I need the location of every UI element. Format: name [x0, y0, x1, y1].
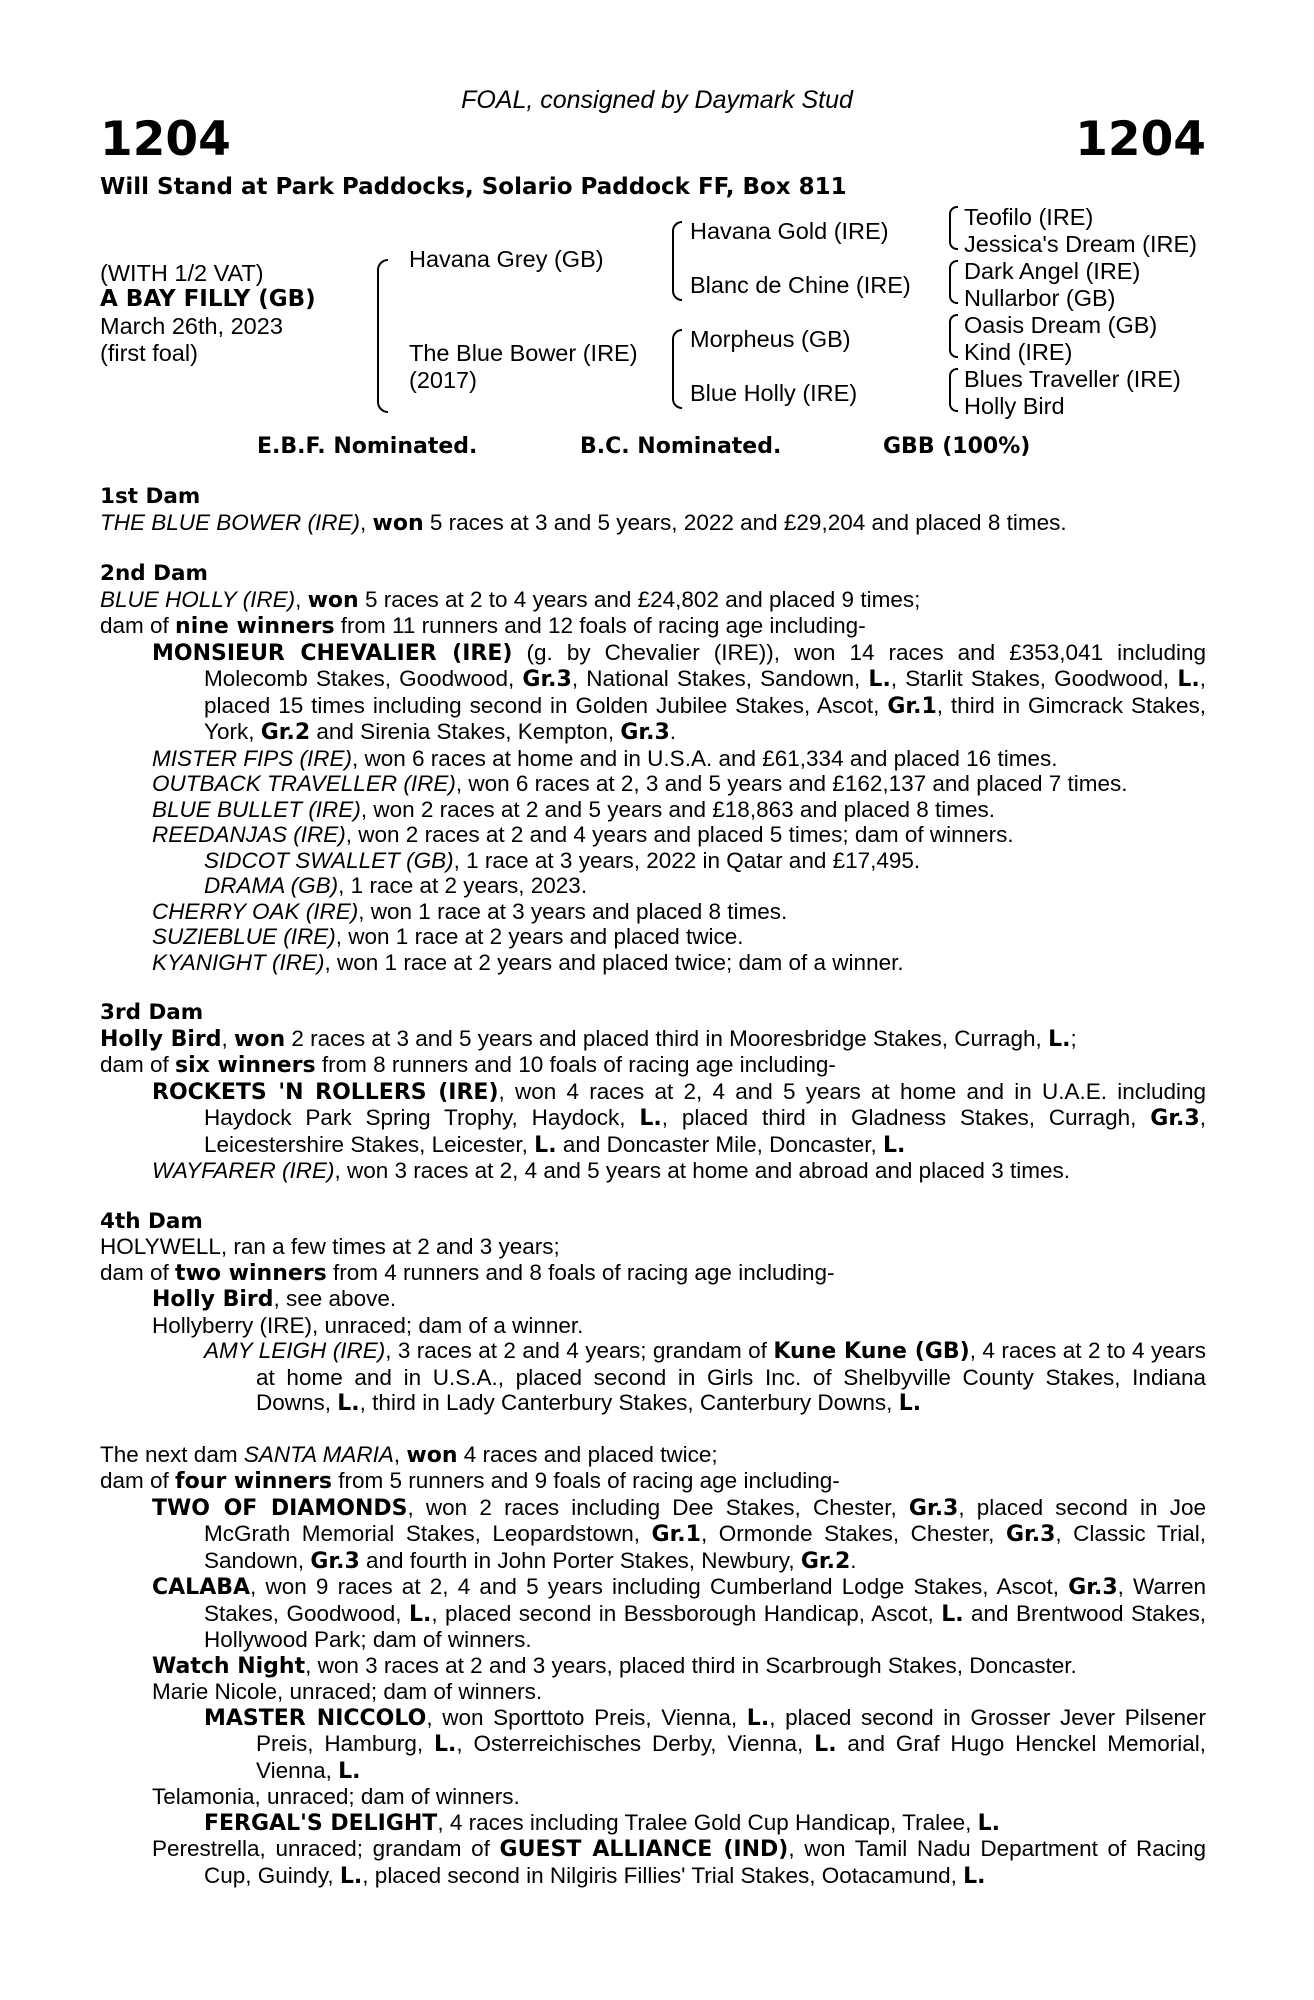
pedigree-brace: [672, 329, 682, 409]
produce-entry: Hollyberry (IRE), unraced; dam of a winner.: [152, 1312, 584, 1338]
produce-entry: Watch Night, won 3 races at 2 and 3 years, placed third in Scarbrough Stakes, Doncaster.: [152, 1652, 1077, 1679]
pedigree-brace: [377, 259, 388, 413]
next-dam-entry: The next dam SANTA MARIA, won 4 races and placed twice;: [100, 1441, 718, 1468]
bc-nomination: B.C. Nominated.: [580, 434, 782, 459]
grandproduce-entry: MASTER NICCOLO, won Sporttoto Preis, Vienna, L., placed second in Grosser Jever Pilsener Preis, Hamburg, L., Osterreichisches Derby, Vienna, L. and Graf Hugo Henckel Memorial, Vienna, L.: [204, 1704, 1206, 1784]
foaling-date: March 26th, 2023: [100, 313, 283, 339]
ancestor-4: Nullarbor (GB): [964, 285, 1116, 311]
first-dam-name: THE BLUE BOWER (IRE): [100, 509, 361, 535]
first-dam-entry: THE BLUE BOWER (IRE), won 5 races at 3 and 5 years, 2022 and £29,204 and placed 8 times.: [100, 509, 1067, 536]
dam-year: (2017): [409, 367, 477, 393]
ancestor-1: Teofilo (IRE): [964, 204, 1094, 230]
produce-entry: CHERRY OAK (IRE), won 1 race at 3 years and placed 8 times.: [152, 898, 788, 924]
dam-name: The Blue Bower (IRE): [409, 340, 638, 366]
ancestor-2: Jessica's Dream (IRE): [964, 231, 1197, 257]
gbb-status: GBB (100%): [883, 434, 1031, 459]
pedigree-brace: [672, 221, 682, 301]
grandproduce-entry: AMY LEIGH (IRE), 3 races at 2 and 4 years; grandam of Kune Kune (GB), 4 races at 2 to 4 years at home and in U.S.A., placed second in Girls Inc. of Shelbyville County Stakes, Indiana Downs, L., third in Lady Canterbury Stakes, Canterbury Downs, L.: [204, 1338, 1207, 1416]
produce-entry: BLUE BULLET (IRE), won 2 races at 2 and 5 years and £18,863 and placed 8 times.: [152, 796, 995, 822]
produce-entry: Marie Nicole, unraced; dam of winners.: [152, 1679, 543, 1704]
foal-note: (first foal): [100, 340, 198, 366]
second-dam-heading: 2nd Dam: [100, 561, 208, 586]
first-dam-heading: 1st Dam: [100, 484, 201, 509]
produce-entry: Holly Bird, see above.: [152, 1286, 397, 1312]
ancestor-8: Holly Bird: [964, 393, 1065, 419]
pedigree-brace: [949, 314, 958, 358]
fourth-dam-heading: 4th Dam: [100, 1208, 203, 1234]
produce-entry: WAYFARER (IRE), won 3 races at 2, 4 and 5 years at home and abroad and placed 3 times.: [152, 1158, 1070, 1183]
third-dam-produce-summary: dam of six winners from 8 runners and 10 foals of racing age including-: [100, 1052, 836, 1078]
grandproduce-entry: FERGAL'S DELIGHT, 4 races including Tralee Gold Cup Handicap, Tralee, L.: [204, 1809, 1000, 1836]
fourth-dam-produce-summary: dam of two winners from 4 runners and 8 foals of racing age including-: [100, 1259, 835, 1286]
granddam-dam-side: Blue Holly (IRE): [690, 380, 858, 406]
ancestor-7: Blues Traveller (IRE): [964, 366, 1181, 392]
sire-name: Havana Grey (GB): [409, 246, 604, 272]
grandsire-sire: Havana Gold (IRE): [690, 218, 889, 244]
produce-entry: MONSIEUR CHEVALIER (IRE) (g. by Chevalier (IRE)), won 14 races and £353,041 including Molecomb Stakes, Goodwood, Gr.3, National Stakes, Sandown, L., Starlit Stakes, Goodwood, L., placed 15 times including second in Golden Jubilee Stakes, Ascot, Gr.1, third in Gimcrack Stakes, York, Gr.2 and Sirenia Stakes, Kempton, Gr.3.: [152, 639, 1207, 745]
vat-note: (WITH 1/2 VAT): [100, 260, 264, 286]
produce-entry: REEDANJAS (IRE), won 2 races at 2 and 4 years and placed 5 times; dam of winners.: [152, 822, 1014, 847]
pedigree-brace: [949, 368, 958, 412]
produce-entry: OUTBACK TRAVELLER (IRE), won 6 races at 2, 3 and 5 years and £162,137 and placed 7 times.: [152, 771, 1128, 796]
third-dam-heading: 3rd Dam: [100, 1000, 204, 1025]
fourth-dam-entry: HOLYWELL, ran a few times at 2 and 3 years;: [100, 1234, 560, 1259]
lot-number-right: 1204: [1075, 112, 1206, 167]
lot-number-left: 1204: [100, 112, 231, 167]
produce-entry: Telamonia, unraced; dam of winners.: [152, 1784, 520, 1809]
produce-entry: CALABA, won 9 races at 2, 4 and 5 years including Cumberland Lodge Stakes, Ascot, Gr.3, Warren Stakes, Goodwood, L., placed second in Bessborough Handicap, Ascot, L. and Brentwood Stakes, Hollywood Park; dam of winners.: [152, 1574, 1207, 1652]
stand-location: Will Stand at Park Paddocks, Solario Paddock FF, Box 811: [100, 174, 847, 200]
grandproduce-entry: DRAMA (GB), 1 race at 2 years, 2023.: [204, 873, 588, 898]
catalogue-content: [100, 484, 1206, 1889]
consignor-line: FOAL, consigned by Daymark Stud: [461, 86, 853, 114]
second-dam-produce-summary: dam of nine winners from 11 runners and 12 foals of racing age including-: [100, 613, 866, 639]
pedigree-brace: [949, 260, 958, 304]
granddam-sire-side: Blanc de Chine (IRE): [690, 272, 911, 298]
lot-title: A BAY FILLY (GB): [100, 286, 316, 312]
pedigree-brace: [949, 206, 958, 250]
ancestor-3: Dark Angel (IRE): [964, 258, 1141, 284]
produce-entry: ROCKETS 'N ROLLERS (IRE), won 4 races at 2, 4 and 5 years at home and in U.A.E. including Haydock Park Spring Trophy, Haydock, L., placed third in Gladness Stakes, Curragh, Gr.3, Leicestershire Stakes, Leicester, L. and Doncaster Mile, Doncaster, L.: [152, 1078, 1207, 1158]
third-dam-entry: Holly Bird, won 2 races at 3 and 5 years and placed third in Mooresbridge Stakes, Curragh, L.;: [100, 1025, 1077, 1052]
ancestor-5: Oasis Dream (GB): [964, 312, 1158, 338]
produce-entry: SUZIEBLUE (IRE), won 1 race at 2 years and placed twice.: [152, 924, 744, 949]
produce-entry: KYANIGHT (IRE), won 1 race at 2 years and placed twice; dam of a winner.: [152, 949, 904, 975]
produce-entry: MISTER FIPS (IRE), won 6 races at home and in U.S.A. and £61,334 and placed 16 times.: [152, 745, 1058, 771]
second-dam-entry: BLUE HOLLY (IRE), won 5 races at 2 to 4 years and £24,802 and placed 9 times;: [100, 586, 921, 613]
grandproduce-entry: SIDCOT SWALLET (GB), 1 race at 3 years, 2022 in Qatar and £17,495.: [204, 847, 921, 873]
produce-entry: Perestrella, unraced; grandam of GUEST ALLIANCE (IND), won Tamil Nadu Department of Racing Cup, Guindy, L., placed second in Nilgiris Fillies' Trial Stakes, Ootacamund, L.: [152, 1836, 1207, 1889]
ancestor-6: Kind (IRE): [964, 339, 1073, 365]
ebf-nomination: E.B.F. Nominated.: [257, 434, 478, 459]
produce-entry: TWO OF DIAMONDS, won 2 races including Dee Stakes, Chester, Gr.3, placed second in Joe McGrath Memorial Stakes, Leopardstown, Gr.1, Ormonde Stakes, Chester, Gr.3, Classic Trial, Sandown, Gr.3 and fourth in John Porter Stakes, Newbury, Gr.2.: [152, 1494, 1206, 1574]
next-dam-produce-summary: dam of four winners from 5 runners and 9 foals of racing age including-: [100, 1468, 840, 1494]
grandsire-dam-side: Morpheus (GB): [690, 326, 851, 352]
